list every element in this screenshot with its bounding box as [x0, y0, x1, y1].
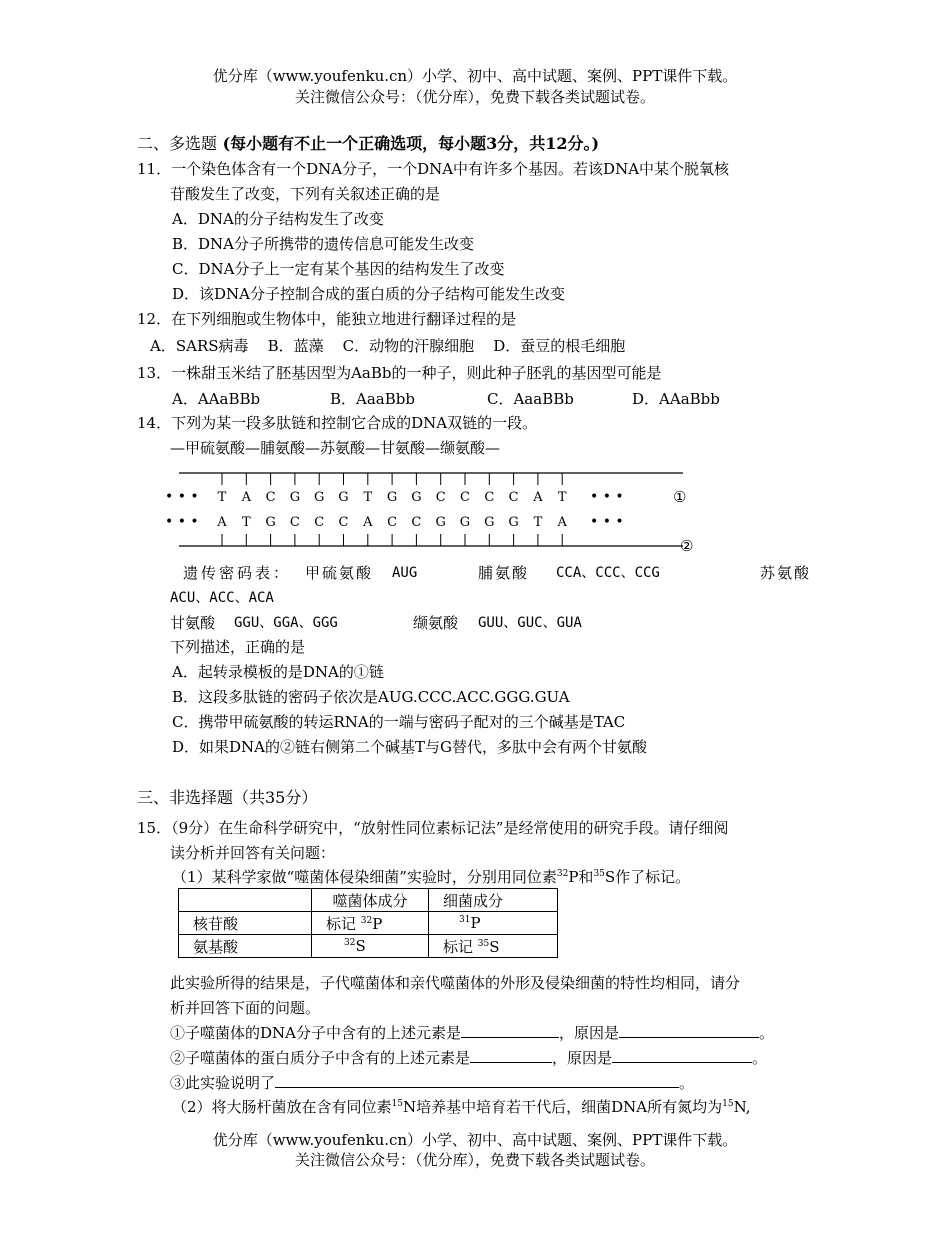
- period: 。: [679, 1074, 695, 1092]
- q11-stem-line1: 11．一个染色体含有一个DNA分子，一个DNA中有许多个基因。若该DNA中某个脱氧核: [137, 160, 730, 178]
- strand1-base: G: [289, 490, 301, 505]
- strand2-base: T: [533, 515, 543, 530]
- strand1-base: G: [314, 490, 325, 505]
- q13-stem: 13．一株甜玉米结了胚基因型为AaBb的一种子，则此种子胚乳的基因型可能是: [137, 364, 662, 382]
- iso-sup: 31: [459, 915, 471, 925]
- iso-35-sup: 35: [593, 869, 605, 879]
- codon-val-codons: GUU、GUC、GUA: [478, 615, 582, 631]
- isotope-table: [178, 888, 558, 958]
- codon-gly-codons: GGU、GGA、GGG: [234, 615, 338, 631]
- strand2-right-dots: • • •: [590, 514, 624, 530]
- strand1-base: T: [217, 490, 227, 505]
- q12-stem: 12．在下列细胞或生物体中，能独立地进行翻译过程的是: [137, 310, 517, 328]
- q14-stem: 14．下列为某一段多肽链和控制它合成的DNA双链的一段。: [137, 414, 538, 432]
- period: 。: [752, 1049, 768, 1067]
- q15-sub1: [172, 867, 690, 887]
- iso-sup: 32: [360, 915, 373, 926]
- q15-question-c: [170, 1073, 694, 1093]
- q15-sub1-p: P和: [568, 868, 594, 886]
- codon-thr-codons: ACU、ACC、ACA: [170, 590, 274, 606]
- strand2-label: ②: [680, 537, 694, 555]
- codon-val-name: 缬氨酸: [413, 614, 459, 632]
- strand2-base: A: [557, 515, 567, 530]
- table-row: [179, 889, 558, 912]
- element-symbol: S: [355, 937, 366, 955]
- codon-thr-name: 苏氨酸: [760, 564, 812, 582]
- codon-met-name: 甲硫氨酸: [305, 564, 374, 582]
- strand2-base: G: [508, 515, 519, 530]
- answer-blank-b1[interactable]: [470, 1048, 552, 1063]
- element-symbol: S: [489, 937, 500, 956]
- q11-option-b: B．DNA分子所携带的遗传信息可能发生改变: [172, 235, 475, 253]
- header-line-1: 优分库（www.youfenku.cn）小学、初中、高中试题、案例、PPT课件下载。: [212, 67, 738, 85]
- q11-option-a: A．DNA的分子结构发生了改变: [172, 210, 384, 228]
- q15-sub2-text: （2）将大肠杆菌放在含有同位素: [172, 1098, 392, 1116]
- strand2-base: G: [459, 515, 471, 530]
- q15-result-line1: 此实验所得的结果是，子代噬菌体和亲代噬菌体的外形及侵染细菌的特性均相同，请分: [170, 974, 741, 992]
- strand1-base: A: [533, 490, 543, 505]
- answer-blank-a1[interactable]: [461, 1023, 559, 1038]
- strand1-base: G: [386, 490, 398, 505]
- table-row: [179, 935, 558, 958]
- table-cell-bacteria-aminoacid: [429, 935, 558, 958]
- strand2-left-dots: • • •: [165, 514, 199, 530]
- strand2-base: G: [435, 515, 446, 530]
- element-symbol: P: [470, 914, 481, 932]
- answer-blank-c[interactable]: [275, 1073, 679, 1088]
- q15-question-a: [170, 1023, 774, 1043]
- q15-question-b: [170, 1048, 767, 1068]
- section3-title: 三、非选择题（共35分）: [137, 788, 318, 807]
- strand2-base: C: [314, 515, 325, 530]
- iso-15-sup: 15: [722, 1099, 734, 1109]
- strand2-base: A: [363, 515, 373, 530]
- iso-15-sup: 15: [391, 1099, 403, 1109]
- table-header-phage: 噬菌体成分: [312, 889, 429, 912]
- dna-double-strand-diagram: [165, 468, 705, 558]
- q14-option-d: D．如果DNA的②链右侧第二个碱基T与G替代，多肽中会有两个甘氨酸: [172, 738, 648, 756]
- strand1-base: C: [508, 490, 519, 505]
- strand2-base: C: [338, 515, 349, 530]
- codon-met-codons: AUG: [392, 565, 418, 581]
- q11-option-d: D．该DNA分子控制合成的蛋白质的分子结构可能发生改变: [172, 285, 566, 303]
- q15-result-line2: 析并回答下面的问题。: [170, 999, 321, 1017]
- table-row-label-aminoacid: 氨基酸: [179, 935, 312, 958]
- q15-stem-line2: 读分析并回答有关问题：: [170, 844, 336, 862]
- q11-option-c: C．DNA分子上一定有某个基因的结构发生了改变: [172, 260, 505, 278]
- section2-title-main: 二、多选题: [137, 134, 218, 153]
- table-cell-phage-aminoacid: [312, 935, 429, 958]
- strand2-base: C: [411, 515, 422, 530]
- element-symbol: P: [372, 914, 383, 933]
- strand2-base: G: [484, 515, 495, 530]
- q15-question-c-text: ③此实验说明了: [170, 1074, 276, 1092]
- q13-option-a: A．AAaBBb: [172, 390, 261, 408]
- codon-gly-name: 甘氨酸: [170, 614, 216, 632]
- strand1-base: C: [460, 490, 470, 505]
- q15-sub1-s: S作了标记。: [604, 868, 691, 886]
- q15-stem-line1: 15．（9分）在生命科学研究中，“放射性同位素标记法”是经常使用的研究手段。请仔细阅: [137, 819, 729, 837]
- table-cell-phage-nucleotide: [312, 912, 429, 935]
- strand2-base: G: [265, 515, 276, 530]
- codon-pro-codons: CCA、CCC、CCG: [556, 565, 660, 581]
- strand1-label: ①: [673, 488, 687, 506]
- q11-stem-line2: 苷酸发生了改变，下列有关叙述正确的是: [170, 185, 441, 203]
- q13-option-d: D．AAaBbb: [632, 390, 720, 408]
- strand1-base: C: [435, 490, 446, 505]
- table-header-bacteria: 细菌成分: [429, 889, 558, 912]
- footer-line-1: 优分库（www.youfenku.cn）小学、初中、高中试题、案例、PPT课件下载。: [212, 1131, 738, 1149]
- strand1-base: T: [557, 490, 567, 505]
- q15-sub2-text-b: N培养基中培育若干代后，细菌DNA所有氮均为: [403, 1098, 723, 1116]
- table-row-label-nucleotide: 核苷酸: [179, 912, 312, 935]
- reason-label: ，原因是: [552, 1049, 613, 1067]
- q14-peptide: —甲硫氨酸—脯氨酸—苏氨酸—甘氨酸—缬氨酸—: [170, 439, 501, 457]
- table-row: [179, 912, 558, 935]
- strand2-base: C: [289, 515, 300, 530]
- mark-label: 标记: [443, 937, 474, 956]
- strand1-right-dots: • • •: [590, 489, 624, 505]
- footer-line-2: 关注微信公众号：（优分库），免费下载各类试题试卷。: [294, 1151, 655, 1169]
- mark-label: 标记: [326, 914, 357, 933]
- codon-pro-name: 脯氨酸: [478, 564, 530, 582]
- section2-title: [137, 134, 599, 154]
- q15-question-b-text: ②子噬菌体的蛋白质分子中含有的上述元素是: [170, 1049, 471, 1067]
- q14-option-c: C．携带甲硫氨酸的转运RNA的一端与密码子配对的三个碱基是TAC: [172, 713, 626, 731]
- strand1-left-dots: • • •: [165, 489, 199, 505]
- iso-32-sup: 32: [556, 869, 569, 879]
- q14-ask: 下列描述，正确的是: [170, 638, 306, 656]
- iso-sup: 32: [344, 938, 356, 948]
- q12-options: A．SARS病毒 B．蓝藻 C．动物的汗腺细胞 D．蚕豆的根毛细胞: [150, 337, 626, 355]
- q13-option-c: C．AaaBBb: [487, 390, 574, 408]
- q14-option-b: B．这段多肽链的密码子依次是AUG.CCC.ACC.GGG.GUA: [172, 688, 570, 706]
- strand1-base: G: [338, 490, 349, 505]
- strand2-base: T: [241, 515, 251, 530]
- q15-sub1-text: （1）某科学家做“噬菌体侵染细菌”实验时，分别用同位素: [172, 868, 557, 886]
- answer-blank-b2[interactable]: [612, 1048, 752, 1063]
- strand2-base: A: [217, 515, 227, 530]
- strand1-base: C: [265, 490, 276, 505]
- strand2-base: C: [387, 515, 398, 530]
- answer-blank-a2[interactable]: [619, 1023, 759, 1038]
- iso-sup: 35: [477, 938, 490, 949]
- strand1-base: G: [411, 490, 422, 505]
- strand1-base: A: [241, 490, 251, 505]
- code-table-lead: 遗传密码表：: [183, 564, 292, 582]
- header-line-2: 关注微信公众号：（优分库），免费下载各类试题试卷。: [294, 88, 655, 106]
- strand1-base: C: [484, 490, 495, 505]
- table-cell-bacteria-nucleotide: [429, 912, 558, 935]
- section2-title-note: (每小题有不止一个正确选项，每小题3分，共12分。): [217, 134, 600, 153]
- period: 。: [759, 1024, 775, 1042]
- q13-option-b: B．AaaBbb: [330, 390, 415, 408]
- q15-sub2-text-c: N,: [733, 1098, 751, 1116]
- strand1-base: T: [363, 490, 373, 505]
- table-cell-empty: [179, 889, 312, 912]
- reason-label: ，原因是: [559, 1024, 620, 1042]
- q15-sub2: [172, 1097, 751, 1117]
- q15-question-a-text: ①子噬菌体的DNA分子中含有的上述元素是: [170, 1024, 461, 1042]
- q14-option-a: A．起转录模板的是DNA的①链: [172, 663, 384, 681]
